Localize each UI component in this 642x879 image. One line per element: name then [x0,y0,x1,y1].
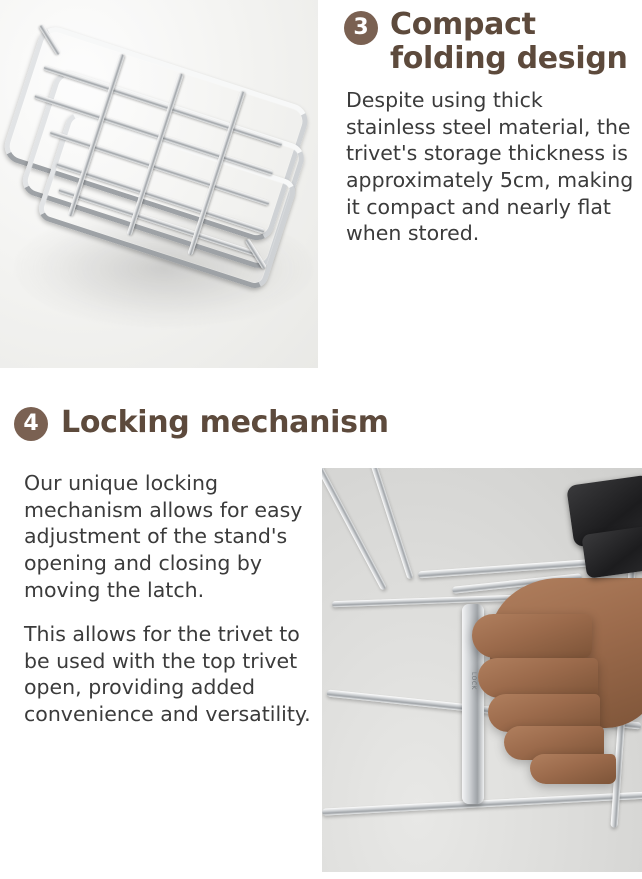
section4-heading: Locking mechanism [61,404,389,440]
section4-paragraph-2: This allows for the trivet to be used with the top trivet open, providing added convenience and versatility. [24,622,311,727]
latch-label: LOCK [470,672,477,690]
section3-number-badge: 3 [344,11,378,45]
section4-number-badge: 4 [14,407,48,441]
section3-heading-row [344,8,634,75]
section4-heading-row [14,404,614,441]
section3-paragraph-1: Despite using thick stainless steel material, the trivet's storage thickness is approximately 5cm, making it compact and nearly flat when stored. [346,88,634,246]
section3-heading: Compact folding design [390,7,628,76]
section3-text-block [344,8,634,247]
locking-mechanism-photo [322,468,642,872]
section-compact-folding-design [0,0,642,372]
section4-body [24,470,314,728]
index-finger [478,658,598,698]
little-finger [530,754,616,784]
thumb [472,614,592,658]
folded-trivet-photo [0,0,318,368]
watch-strap [581,525,642,579]
section-locking-mechanism [0,392,642,879]
section4-paragraph-1: Our unique locking mechanism allows for easy adjustment of the stand's opening and closing by moving the latch. [24,471,303,602]
section3-body [346,87,634,247]
